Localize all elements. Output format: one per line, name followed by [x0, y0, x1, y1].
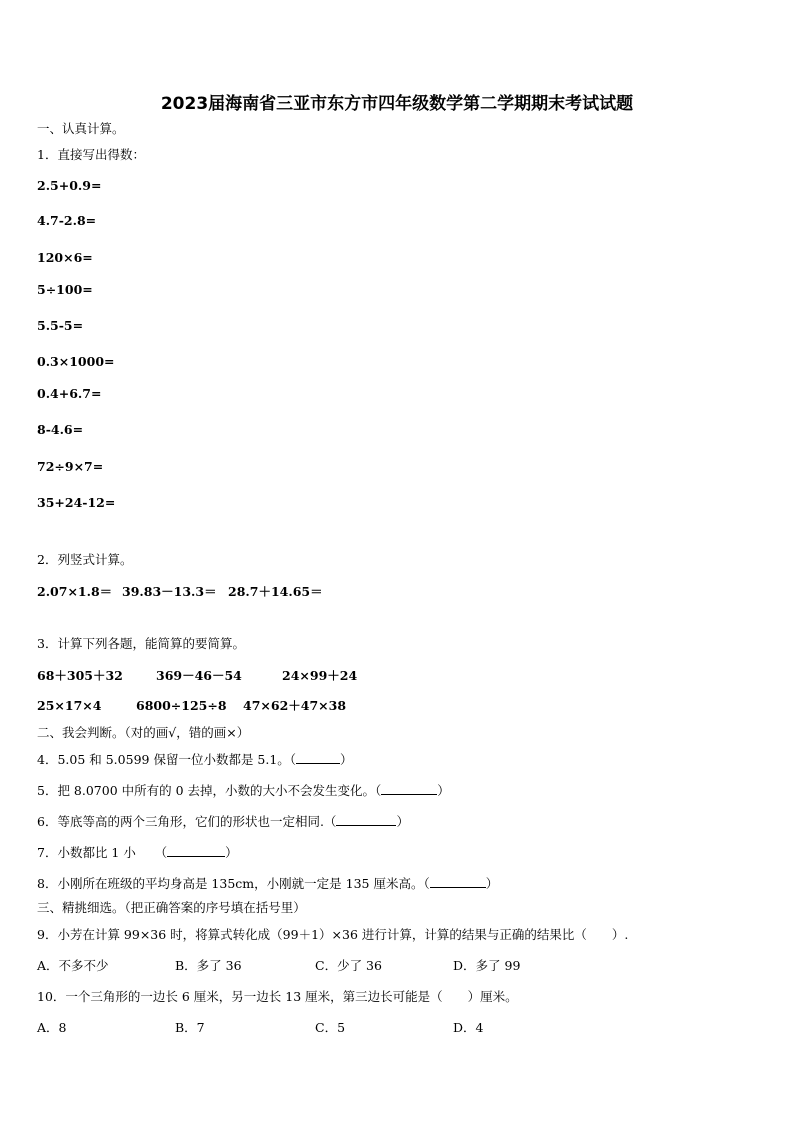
question-6	[37, 813, 409, 830]
question-7	[37, 844, 238, 861]
q1-item: 5.5-5=	[37, 318, 84, 333]
q2-item: 28.7＋14.65＝	[228, 584, 323, 599]
q1-item: 2.5+0.9=	[37, 178, 102, 193]
section-1-heading: 一、认真计算。	[37, 121, 125, 136]
page-title: 2023届海南省三亚市东方市四年级数学第二学期期末考试试题	[160, 94, 634, 114]
answer-blank[interactable]	[296, 751, 340, 764]
question-3-label: 3．计算下列各题，能简算的要简算。	[37, 636, 245, 651]
q3-item: 25×17×4	[37, 698, 102, 713]
closing-paren: ）	[485, 876, 499, 891]
answer-blank[interactable]	[167, 844, 225, 857]
answer-blank[interactable]	[381, 782, 437, 795]
q2-item: 2.07×1.8＝	[37, 584, 113, 599]
option-d[interactable]: D．多了 99	[453, 958, 521, 973]
q2-item: 39.83－13.3＝	[122, 584, 217, 599]
question-text: 4．5.05 和 5.0599 保留一位小数都是 5.1。（	[37, 752, 297, 767]
answer-blank[interactable]	[430, 875, 486, 888]
q3-item: 6800÷125÷8	[136, 698, 227, 713]
question-text: 8．小刚所在班级的平均身高是 135cm，小刚就一定是 135 厘米高。（	[37, 876, 430, 891]
section-3-heading: 三、精挑细选。（把正确答案的序号填在括号里）	[37, 900, 306, 915]
option-a[interactable]: A．8	[37, 1020, 67, 1035]
option-a[interactable]: A．不多不少	[37, 958, 109, 973]
question-2-label: 2．列竖式计算。	[37, 552, 133, 567]
question-8	[37, 875, 498, 892]
q3-item: 369－46－54	[156, 668, 242, 683]
q3-item: 24×99＋24	[282, 668, 358, 683]
q10-options	[37, 1020, 737, 1036]
option-c[interactable]: C．少了 36	[315, 958, 382, 973]
question-10-text: 10．一个三角形的一边长 6 厘米，另一边长 13 厘米，第三边长可能是（ ）厘米。	[37, 989, 518, 1004]
q3-row	[37, 698, 737, 714]
q1-item: 8-4.6=	[37, 422, 84, 437]
closing-paren: ）	[225, 845, 238, 860]
q1-item: 0.3×1000=	[37, 354, 115, 369]
closing-paren: ）	[396, 814, 409, 829]
answer-blank[interactable]	[336, 813, 396, 826]
q3-row	[37, 668, 737, 684]
q1-item: 72÷9×7=	[37, 459, 104, 474]
option-d[interactable]: D．4	[453, 1020, 484, 1035]
q3-item: 47×62＋47×38	[243, 698, 347, 713]
question-5	[37, 782, 450, 799]
q1-item: 4.7-2.8=	[37, 213, 97, 228]
question-text: 5．把 8.0700 中所有的 0 去掉，小数的大小不会发生变化。（	[37, 783, 382, 798]
question-9-text: 9．小芳在计算 99×36 时，将算式转化成（99＋1）×36 进行计算，计算的结果与正确的结果比（ ）.	[37, 927, 629, 942]
option-b[interactable]: B．7	[175, 1020, 205, 1035]
closing-paren: ）	[340, 752, 353, 767]
q2-row	[37, 584, 737, 600]
question-text: 6．等底等高的两个三角形，它们的形状也一定相同.（	[37, 814, 337, 829]
q1-item: 35+24-12=	[37, 495, 116, 510]
section-2-heading: 二、我会判断。（对的画√，错的画×）	[37, 725, 250, 740]
q1-item: 120×6=	[37, 250, 93, 265]
question-text: 7．小数都比 1 小 （	[37, 845, 168, 860]
question-1-label: 1．直接写出得数：	[37, 147, 145, 162]
q1-item: 0.4+6.7=	[37, 386, 102, 401]
option-b[interactable]: B．多了 36	[175, 958, 242, 973]
closing-paren: ）	[437, 783, 450, 798]
q1-item: 5÷100=	[37, 282, 93, 297]
q3-item: 68＋305＋32	[37, 668, 123, 683]
q9-options	[37, 958, 737, 974]
question-4	[37, 751, 353, 768]
option-c[interactable]: C．5	[315, 1020, 346, 1035]
